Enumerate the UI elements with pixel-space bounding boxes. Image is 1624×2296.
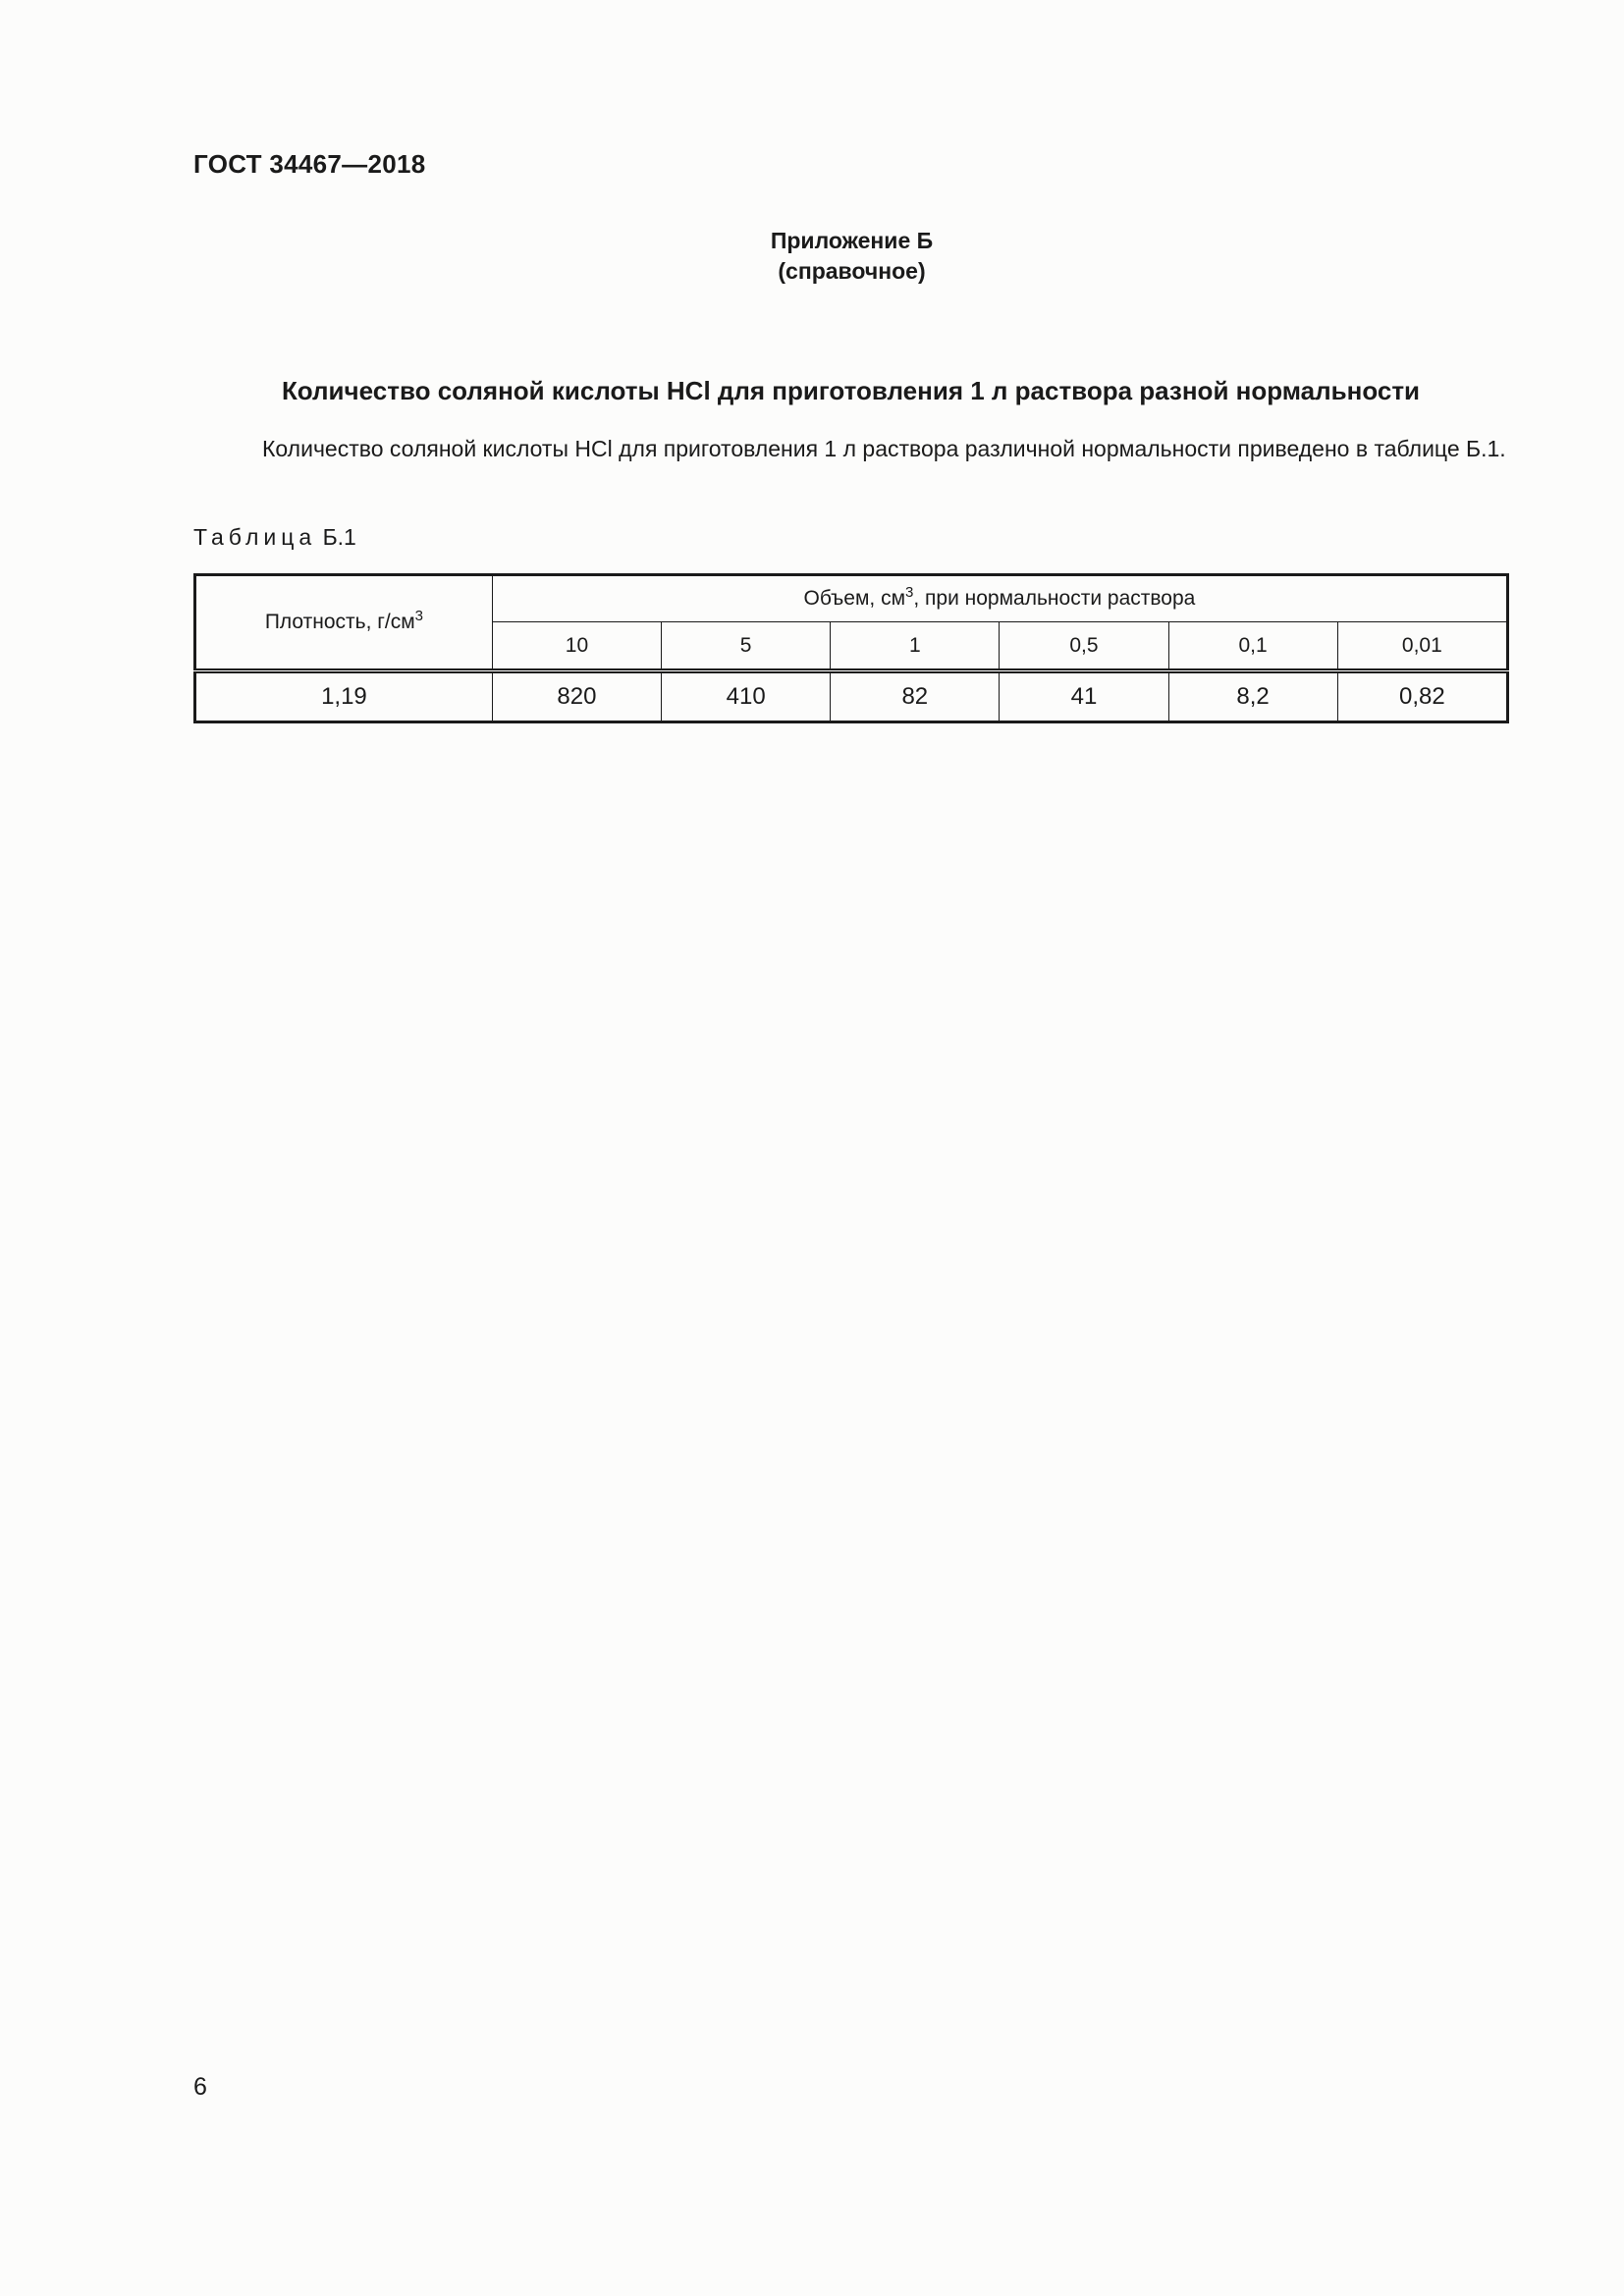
- normality-header: 0,1: [1168, 622, 1337, 671]
- page-number: 6: [193, 2073, 207, 2101]
- data-table: [193, 573, 1509, 723]
- table-row: [195, 671, 1508, 722]
- volume-cell: 410: [662, 671, 831, 722]
- appendix-heading: [0, 226, 1624, 287]
- volume-header-text: Объем, см: [803, 587, 906, 611]
- density-header-text: Плотность, г/см: [264, 611, 415, 633]
- normality-header: 0,01: [1337, 622, 1507, 671]
- normality-header: 0,5: [1000, 622, 1168, 671]
- body-paragraph: Количество соляной кислоты HCl для приготовления 1 л раствора различной нормальности приведено в таблице Б.1.: [262, 436, 1506, 461]
- section-title: Количество соляной кислоты HCl для приготовления 1 л раствора разной нормальности: [281, 376, 1421, 405]
- table-caption: [193, 524, 356, 551]
- density-cell: 1,19: [195, 671, 493, 722]
- appendix-subtitle: (справочное): [778, 258, 926, 284]
- density-header-superscript: 3: [414, 608, 424, 624]
- normality-header: 1: [831, 622, 1000, 671]
- density-column-header: [195, 575, 493, 671]
- document-code: ГОСТ 34467—2018: [193, 149, 426, 179]
- table-caption-id: Б.1: [322, 524, 356, 550]
- volume-cell: 82: [831, 671, 1000, 722]
- volume-header-text-end: , при нормальности раствора: [913, 587, 1196, 611]
- volume-cell: 820: [492, 671, 661, 722]
- volume-cell: 0,82: [1337, 671, 1507, 722]
- volume-cell: 8,2: [1168, 671, 1337, 722]
- appendix-title: Приложение Б: [770, 228, 934, 253]
- volume-column-header: [492, 575, 1507, 622]
- normality-header: 5: [662, 622, 831, 671]
- table-caption-word: Таблица: [193, 524, 317, 550]
- volume-cell: 41: [1000, 671, 1168, 722]
- table-header-row-top: [195, 575, 1508, 622]
- normality-header: 10: [492, 622, 661, 671]
- volume-header-superscript: 3: [905, 584, 914, 602]
